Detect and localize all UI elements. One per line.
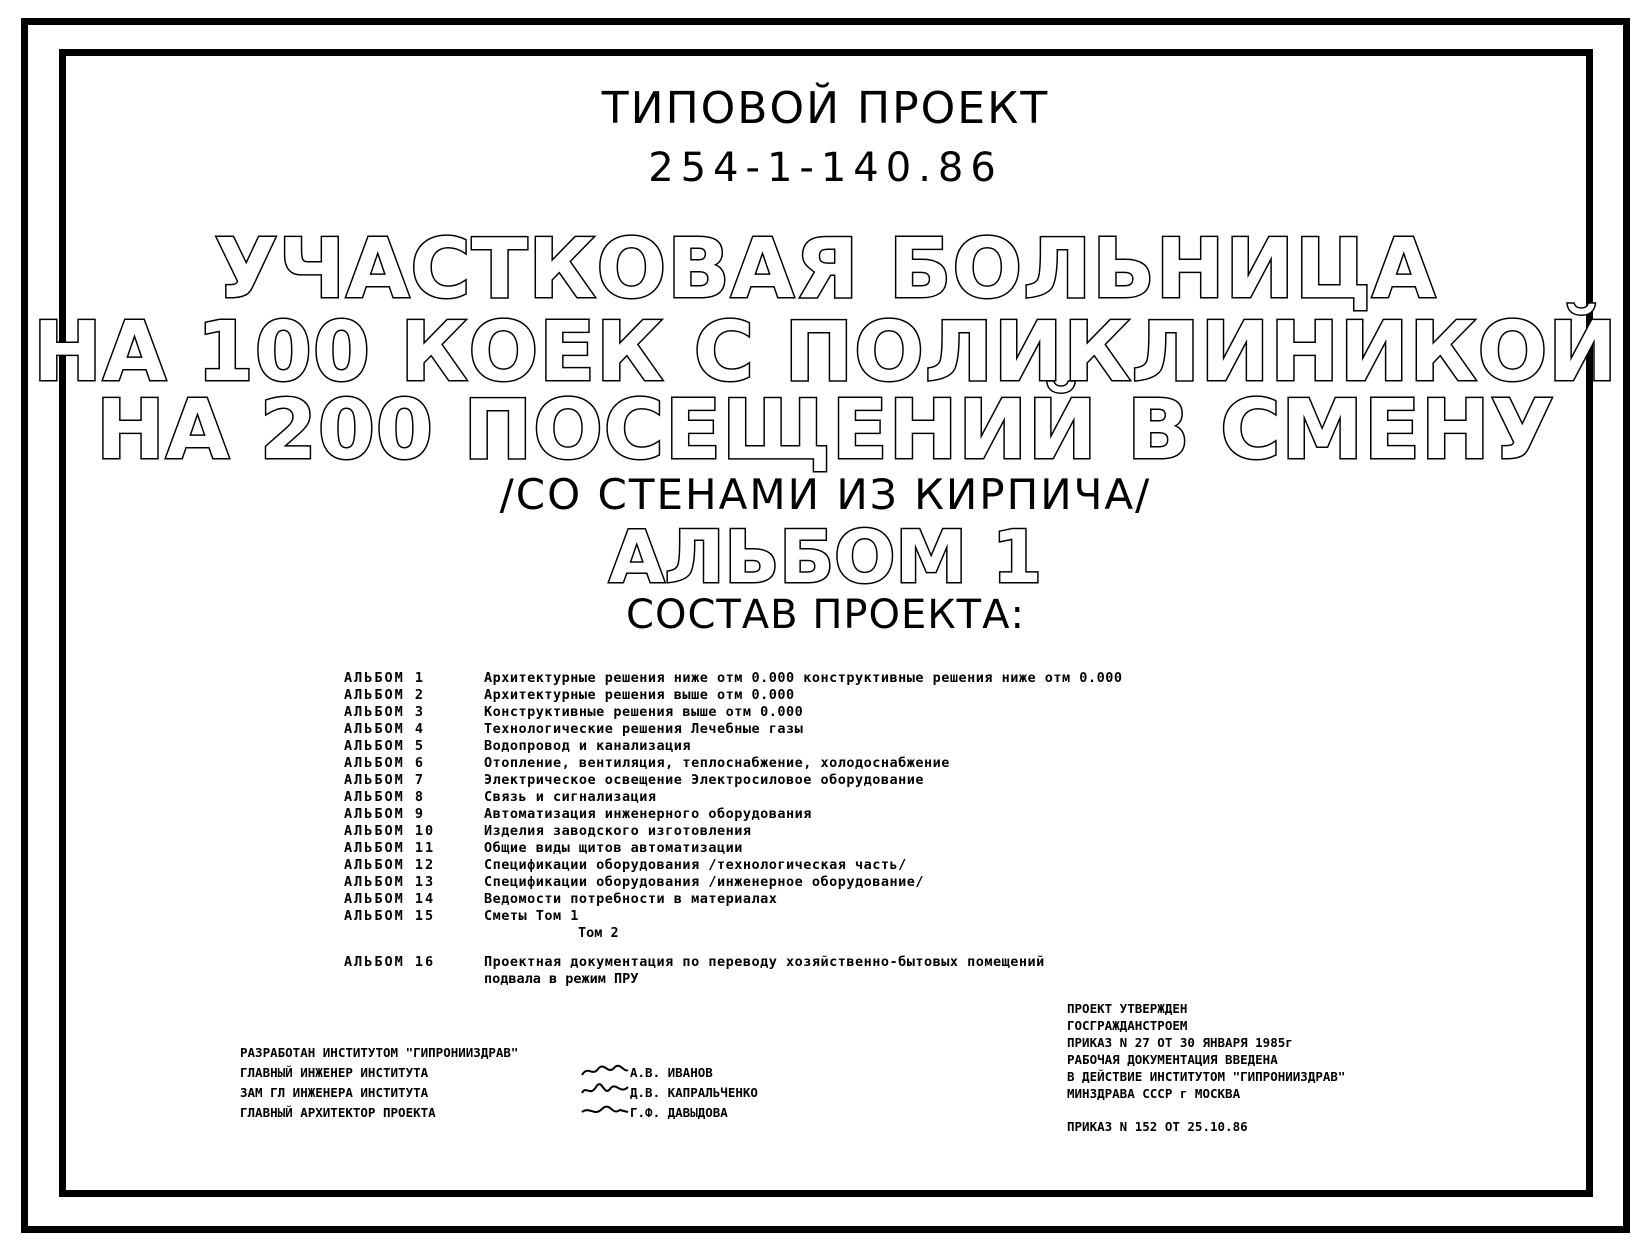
approval-line: РАБОЧАЯ ДОКУМЕНТАЦИЯ ВВЕДЕНА — [1067, 1052, 1278, 1067]
approval-line: ГОСГРАЖДАНСТРОЕМ — [1067, 1018, 1188, 1033]
album-label: АЛЬБОМ 5 — [344, 738, 426, 754]
list-item — [344, 806, 1344, 823]
album-label: АЛЬБОМ 16 — [344, 954, 436, 970]
developer-row — [240, 1103, 800, 1123]
developer-position: ГЛАВНЫЙ ИНЖЕНЕР ИНСТИТУТА — [240, 1065, 429, 1080]
album-label: АЛЬБОМ 12 — [344, 857, 436, 873]
list-item — [344, 670, 1344, 687]
album-description: Архитектурные решения выше отм 0.000 — [484, 687, 795, 703]
album-description: Электрическое освещение Электросиловое оборудование — [484, 772, 925, 788]
album-description: Ведомости потребности в материалах — [484, 891, 778, 907]
title-line-3: НА 200 ПОСЕЩЕНИЙ В СМЕНУ — [96, 383, 1555, 478]
album-16-description-continued: подвала в режим ПРУ — [484, 971, 639, 987]
project-number: 254-1-140.86 — [648, 145, 1003, 191]
approval-order: ПРИКАЗ N 152 ОТ 25.10.86 — [1067, 1119, 1248, 1134]
album-description: Связь и сигнализация — [484, 789, 657, 805]
developer-position: ЗАМ ГЛ ИНЖЕНЕРА ИНСТИТУТА — [240, 1085, 429, 1100]
title-line-2: НА 100 КОЕК С ПОЛИКЛИНИКОЙ — [33, 305, 1618, 400]
developers-block — [240, 1043, 800, 1123]
album-description: Водопровод и канализация — [484, 738, 692, 754]
approval-line: ПРИКАЗ N 27 ОТ 30 ЯНВАРЯ 1985г — [1067, 1035, 1293, 1050]
project-type-heading: ТИПОВОЙ ПРОЕКТ — [601, 83, 1050, 134]
approval-block — [1067, 1000, 1587, 1135]
album-label: АЛЬБОМ 6 — [344, 755, 426, 771]
list-item — [344, 823, 1344, 840]
list-item — [344, 704, 1344, 721]
album-description: Изделия заводского изготовления — [484, 823, 752, 839]
signature-icon — [580, 1103, 630, 1119]
album-label: АЛЬБОМ 3 — [344, 704, 426, 720]
developer-name: Д.В. КАПРАЛЬЧЕНКО — [630, 1085, 758, 1100]
album-description: Общие виды щитов автоматизации — [484, 840, 743, 856]
title-line-1: УЧАСТКОВАЯ БОЛЬНИЦА — [214, 222, 1437, 317]
album-label: АЛЬБОМ 2 — [344, 687, 426, 703]
developer-org: РАЗРАБОТАН ИНСТИТУТОМ "ГИПРОНИИЗДРАВ" — [240, 1045, 519, 1060]
album-label: АЛЬБОМ 15 — [344, 908, 436, 924]
album-label: АЛЬБОМ 13 — [344, 874, 436, 890]
list-item — [344, 755, 1344, 772]
album-description: Проектная документация по переводу хозяйственно-бытовых помещений — [484, 954, 1045, 970]
subtitle: /СО СТЕНАМИ ИЗ КИРПИЧА/ — [499, 470, 1152, 519]
album-label: АЛЬБОМ 1 — [344, 670, 426, 686]
list-item — [344, 857, 1344, 874]
developer-position: ГЛАВНЫЙ АРХИТЕКТОР ПРОЕКТА — [240, 1105, 436, 1120]
album-15-volume-2: Том 2 — [578, 925, 619, 941]
list-item — [344, 840, 1344, 857]
list-item — [344, 874, 1344, 891]
list-item — [344, 772, 1344, 789]
list-item — [344, 891, 1344, 908]
album-list — [344, 670, 1344, 988]
album-description: Технологические решения Лечебные газы — [484, 721, 804, 737]
album-description: Автоматизация инженерного оборудования — [484, 806, 812, 822]
list-item — [344, 954, 1344, 971]
developer-row — [240, 1083, 800, 1103]
developer-name: Г.Ф. ДАВЫДОВА — [630, 1105, 728, 1120]
developer-name: А.В. ИВАНОВ — [630, 1065, 713, 1080]
list-item — [344, 721, 1344, 738]
contents-heading: СОСТАВ ПРОЕКТА: — [626, 592, 1025, 638]
album-label: АЛЬБОМ 9 — [344, 806, 426, 822]
approval-line: ПРОЕКТ УТВЕРЖДЕН — [1067, 1001, 1188, 1016]
album-description: Сметы Том 1 — [484, 908, 579, 924]
album-label: АЛЬБОМ 10 — [344, 823, 436, 839]
album-description: Спецификации оборудования /технологическая часть/ — [484, 857, 907, 873]
developer-row — [240, 1063, 800, 1083]
album-description: Спецификации оборудования /инженерное оборудование/ — [484, 874, 925, 890]
signature-icon — [580, 1063, 630, 1079]
list-item — [344, 687, 1344, 704]
list-item — [344, 738, 1344, 755]
album-description: Архитектурные решения ниже отм 0.000 конструктивные решения ниже отм 0.000 — [484, 670, 1123, 686]
album-label: АЛЬБОМ 8 — [344, 789, 426, 805]
album-label: АЛЬБОМ 7 — [344, 772, 426, 788]
approval-line: В ДЕЙСТВИЕ ИНСТИТУТОМ "ГИПРОНИИЗДРАВ" — [1067, 1069, 1346, 1084]
list-item — [344, 908, 1344, 925]
approval-line: МИНЗДРАВА СССР г МОСКВА — [1067, 1086, 1241, 1101]
album-label: АЛЬБОМ 11 — [344, 840, 436, 856]
album-description: Отопление, вентиляция, теплоснабжение, холодоснабжение — [484, 755, 950, 771]
list-item — [344, 789, 1344, 806]
album-label: АЛЬБОМ 14 — [344, 891, 436, 907]
album-title: АЛЬБОМ 1 — [608, 515, 1043, 599]
signature-icon — [580, 1083, 630, 1099]
album-description: Конструктивные решения выше отм 0.000 — [484, 704, 804, 720]
album-label: АЛЬБОМ 4 — [344, 721, 426, 737]
